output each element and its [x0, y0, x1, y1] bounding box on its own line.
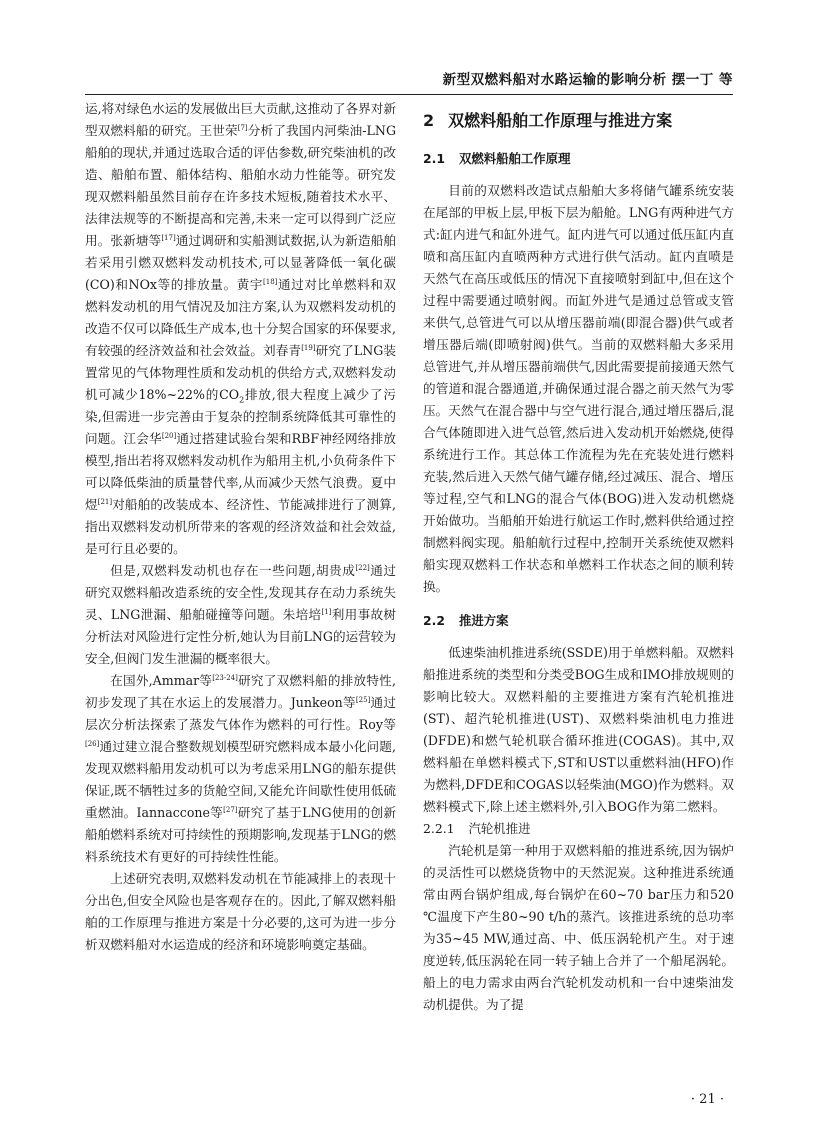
section-heading: 2 双燃料船舶工作原理与推进方案: [423, 111, 673, 130]
right-column: [423, 98, 734, 1016]
running-title: 新型双燃料船对水路运输的影响分析 摆一丁 等: [442, 72, 733, 88]
paragraph: 运,将对绿色水运的发展做出巨大贡献,这推动了各界对新型双燃料船的研究。王世荣[7]分析了我国内河柴油-LNG船舶的现状,并通过选取合适的评估参数,研究柴油机的改造、船舶布置、船体结构、船舶水动力性能等。研究发现双燃料船虽然目前存在许多技术短板,随着技术水平、法律法规等的不断提高和完善,未来一定可以得到广泛应用。张新塘等[17]通过调研和实船测试数据,认为新造船舶若采用引燃双燃料发动机技术,可以显著降低一氧化碳(CO)和NOx等的排放量。黄宇[18]通过对比单燃料和双燃料发动机的用气情况及加注方案,认为双燃料发动机的改造不仅可以降低生产成本,也十分契合国家的环保要求,有较强的经济效益和社会效益。刘春青[19]研究了LNG装置常见的气体物理性质和发动机的供给方式,双燃料发动机可减少18%~22%的$CO_2$排放,很大程度上减少了污染,但需进一步完善由于复杂的控制系统降低其可靠性的问题。江会华[20]通过搭建试验台架和RBF神经网络排放模型,指出若将双燃料发动机作为船用主机,小负荷条件下可以降低柴油的质量替代率,从而减少天然气浪费。夏中煜[21]对船舶的改装成本、经济性、节能减排进行了测算,指出双燃料发动机所带来的客观的经济效益和社会效益,是可行且必要的。: [85, 101, 397, 556]
paragraph: 在国外,Ammar等[23-24]研究了双燃料船的排放特性,初步发现了其在水运上的发展潜力。Junkeon等[25]通过层次分析法探索了蒸发气体作为燃料的可行性。Roy等[26]通过建立混合整数规划模型研究燃料成本最小化问题,发现双燃料船用发动机可以为考虑采用LNG的船东提供保证,既不牺牲过多的货舱空间,又能允许间歇性使用低硫重燃油。Iannaccone等[27]研究了基于LNG使用的创新船舶燃料系统对可持续性的预期影响,发现基于LNG的燃料系统技术有更好的可持续性性能。: [85, 673, 396, 864]
paragraph: 但是,双燃料发动机也存在一些问题,胡贵成[22]通过研究双燃料船改造系统的安全性,发现其存在动力系统失灵、LNG泄漏、船舶碰撞等问题。朱培培[1]利用事故树分析法对风险进行定性分析,她认为目前LNG的运营较为安全,但阀门发生泄漏的概率很大。: [85, 563, 397, 666]
subsection-heading: 2.1 双燃料船舶工作原理: [423, 151, 571, 166]
subsection-heading: 2.2 推进方案: [423, 613, 509, 628]
left-column: [85, 98, 396, 956]
subsubsection-heading: 2.2.1 汽轮机推进: [423, 821, 531, 836]
paragraph: 目前的双燃料改造试点船舶大多将储气罐系统安装在尾部的甲板上层,甲板下层为船舱。LNG有两种进气方式:缸内进气和缸外进气。缸内进气可以通过低压缸内直喷和高压缸内直喷两种方式进行供气活动。缸内直喷是天然气在高压或低压的情况下直接喷射到缸中,但在这个过程中需要通过喷射阀。而缸外进气是通过总管或支管来供气,总管进气可以从增压器前端(即混合器)供气或者增压器后端(即喷射阀)供气。当前的双燃料船大多采用总管进气,并从增压器前端供气,因此需要提前接通天然气的管道和混合器通道,并确保通过混合器之前天然气为零压。天然气在混合器中与空气进行混合,通过增压器后,混合气体随即进入进气总管,然后进入发动机开始燃烧,使得系统进行工作。其总体工作流程为先在充装处进行燃料充装,然后进入天然气储气罐存储,经过减压、混合、增压等过程,空气和LNG的混合气体(BOG)进入发动机燃烧开始做功。当船舶开始进行航运工作时,燃料供给通过控制燃料阀实现。船舶航行过程中,控制开关系统使双燃料船实现双燃料工作状态和单燃料工作状态之间的顺利转换。: [423, 183, 734, 594]
page-number: · 21 ·: [690, 1092, 724, 1107]
page-header: [85, 60, 733, 95]
paragraph: 汽轮机是第一种用于双燃料船的推进系统,因为锅炉的灵活性可以燃烧货物中的天然泥炭。这种推进系统通常由两台锅炉组成,每台锅炉在60~70 bar压力和520 ℃温度下产生80~90 t/h的蒸汽。该推进系统的总功率为35~45 MW,通过高、中、低压涡轮机产生。对于速度逆转,低压涡轮在同一转子轴上合并了一个船尾涡轮。船上的电力需求由两台汽轮机发动机和一台中速柴油发动机提供。为了提: [423, 843, 734, 1012]
paragraph: 低速柴油机推进系统(SSDE)用于单燃料船。双燃料船推进系统的类型和分类受BOG生成和IMO排放规则的影响比较大。双燃料船的主要推进方案有汽轮机推进(ST)、超汽轮机推进(UST)、双燃料柴油机电力推进(DFDE)和燃气轮机联合循环推进(COGAS)。其中,双燃料船在单燃料模式下,ST和UST以重燃料油(HFO)作为燃料,DFDE和COGAS以轻柴油(MGO)作为燃料。双燃料模式下,除上述主燃料外,引入BOG作为第二燃料。: [423, 645, 734, 814]
paragraph: 上述研究表明,双燃料发动机在节能减排上的表现十分出色,但安全风险也是客观存在的。因此,了解双燃料船舶的工作原理与推进方案是十分必要的,这可为进一步分析双燃料船对水运造成的经济和环境影响奠定基础。: [85, 871, 396, 952]
